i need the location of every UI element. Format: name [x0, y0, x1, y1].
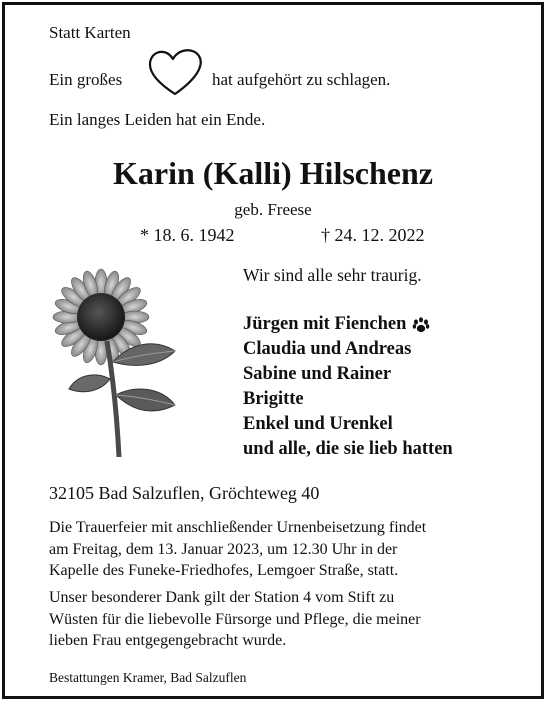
- birth-date: * 18. 6. 1942: [140, 225, 235, 245]
- heart-icon: [145, 47, 205, 99]
- death-date: † 24. 12. 2022: [321, 225, 425, 245]
- funeral-line: am Freitag, dem 13. Januar 2023, um 12.30 Uhr in der: [49, 540, 398, 558]
- funeral-info: [49, 517, 539, 582]
- thanks-line: lieben Frau entgegengebracht wurde.: [49, 632, 287, 649]
- funeral-home: Bestattungen Kramer, Bad Salzuflen: [49, 670, 247, 685]
- family-address: 32105 Bad Salzuflen, Gröchteweg 40: [49, 483, 320, 503]
- mourner-item: Enkel und Urenkel: [243, 414, 393, 434]
- mourners-list: [243, 312, 453, 462]
- mourner-item: Sabine und Rainer: [243, 364, 392, 384]
- mourner-item: Jürgen mit Fienchen: [243, 312, 453, 337]
- maiden-name: geb. Freese: [234, 200, 312, 219]
- intro-line-before: Ein großes: [49, 70, 123, 89]
- thanks-paragraph: [49, 587, 539, 652]
- obituary-notice: [2, 2, 544, 699]
- sunflower-image: [43, 267, 193, 457]
- mourner-item: Brigitte: [243, 389, 304, 409]
- mourning-statement: Wir sind alle sehr traurig.: [243, 265, 422, 285]
- thanks-line: Wüsten für die liebevolle Fürsorge und Pflege, die meiner: [49, 610, 421, 628]
- intro-line-2: Ein langes Leiden hat ein Ende.: [49, 110, 266, 129]
- intro-line-after: hat aufgehört zu schlagen.: [212, 70, 391, 89]
- mourner-item: Claudia und Andreas: [243, 339, 412, 359]
- thanks-line: Unser besonderer Dank gilt der Station 4 vom Stift zu: [49, 589, 395, 606]
- funeral-line: Die Trauerfeier mit anschließender Urnenbeisetzung findet: [49, 519, 427, 536]
- mourner-item: und alle, die sie lieb hatten: [243, 439, 453, 459]
- statt-karten-label: Statt Karten: [49, 23, 131, 42]
- funeral-line: Kapelle des Funeke-Friedhofes, Lemgoer Straße, statt.: [49, 562, 399, 579]
- paw-icon: [412, 317, 430, 333]
- deceased-name: Karin (Kalli) Hilschenz: [113, 155, 433, 191]
